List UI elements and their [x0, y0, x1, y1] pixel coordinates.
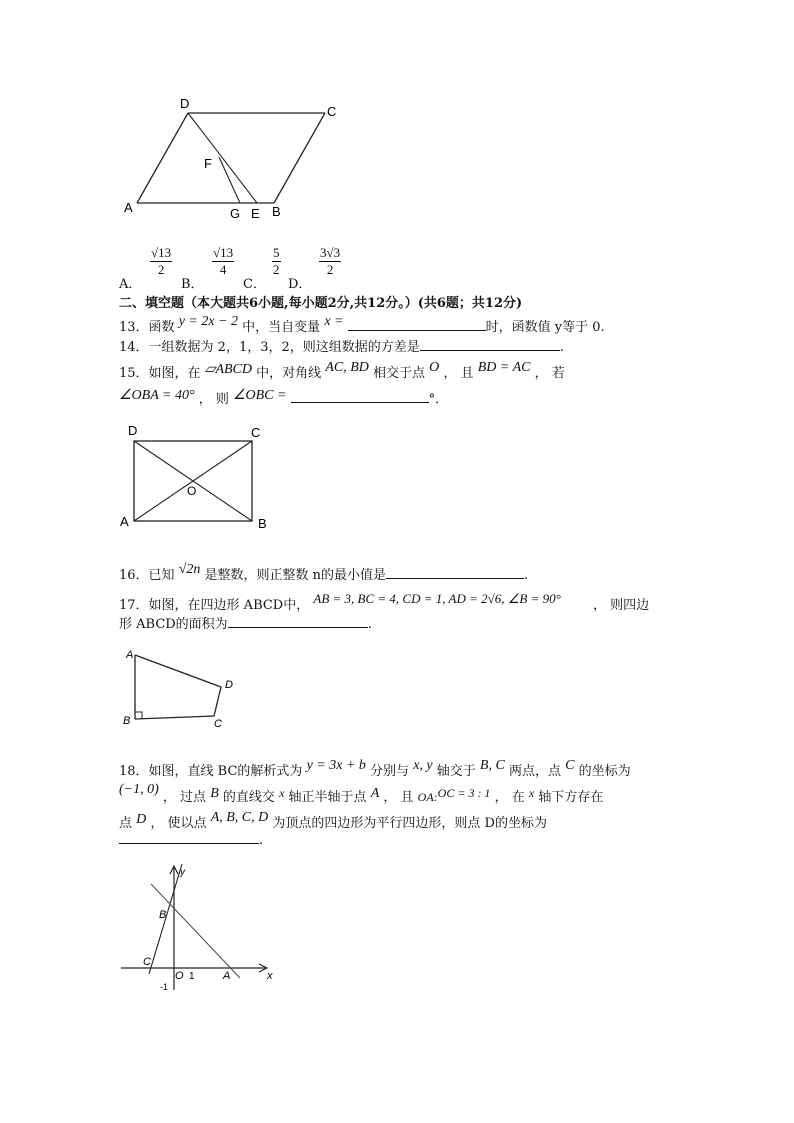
q18-coord: (−1, 0): [119, 782, 159, 797]
edge-cb: [274, 113, 325, 203]
q18-x-axis: x: [279, 786, 285, 800]
choice-b-numerator: √13: [213, 245, 234, 260]
q16-expr: √2n: [178, 562, 201, 577]
question-15-line2: [119, 388, 448, 408]
q16-end: .: [524, 568, 529, 583]
choice-c-denominator: 2: [273, 262, 280, 277]
question-18-line4: [119, 831, 263, 848]
q18-points-abcd: A, B, C, D: [210, 810, 269, 825]
q15-mid2: 相交于点: [373, 366, 426, 381]
q16-answer-blank[interactable]: [386, 566, 524, 579]
q18-answer-blank[interactable]: [119, 831, 259, 844]
q15-prefix: 15．如图，在: [119, 366, 201, 381]
parallelogram-figure: [118, 92, 348, 224]
question-13: [119, 316, 605, 336]
label-d: D: [225, 679, 233, 691]
quadrilateral-figure: [118, 645, 243, 730]
q18-end: .: [259, 833, 264, 848]
q13-suffix: 时，函数值 y等于 0.: [485, 320, 605, 335]
q17-mid: ， 则四边: [592, 598, 650, 613]
label-b: B: [258, 516, 267, 531]
label-a: A: [223, 970, 231, 982]
q18-expr: y = 3x + b: [306, 758, 366, 773]
edge-ad: [137, 113, 188, 203]
q13-answer-blank[interactable]: [348, 318, 486, 331]
question-16: [119, 564, 528, 584]
label-a: A: [124, 200, 133, 215]
label-b: B: [159, 909, 167, 921]
q18-ratio-oc: OC = 3 : 1: [437, 786, 491, 800]
question-15-line1: [119, 362, 565, 382]
question-14: [119, 336, 564, 355]
q15-point-o: O: [429, 360, 440, 375]
q18-mid3: 两点，点: [508, 764, 561, 779]
section-heading: 二、填空题（本大题共6小题,每小题2分,共12分。）(共6题；共12分): [119, 296, 523, 311]
q18-mid4: 的坐标为: [578, 764, 631, 779]
label-x: x: [267, 970, 273, 982]
q15-mid4: ， 若: [534, 366, 565, 381]
q13-expr: y = 2x − 2: [178, 314, 239, 329]
q16-prefix: 16．已知: [119, 568, 175, 583]
label-c: C: [143, 956, 151, 968]
label-g: G: [230, 206, 241, 221]
choice-d-denominator: 2: [326, 262, 334, 277]
q17-end: .: [367, 617, 372, 632]
choice-c-letter: C．: [243, 277, 266, 292]
q16-mid: 是整数，则正整数 n的最小值是: [204, 568, 387, 583]
choice-a-denominator: 2: [157, 262, 165, 277]
q18-x-axis-2: x: [528, 786, 535, 800]
line-ab: [151, 884, 240, 978]
label-c: C: [251, 425, 261, 440]
choice-c-numerator: 5: [273, 245, 280, 260]
choice-d-letter: D．: [288, 277, 312, 292]
q18-axes: x, y: [413, 758, 433, 773]
label-e: E: [251, 206, 260, 221]
q15-parallelogram: ▱ABCD: [204, 362, 253, 377]
edge-cd: [214, 687, 221, 716]
label-o: O: [175, 970, 184, 982]
edge-bc: [135, 716, 214, 719]
q18-mid7: 轴正半轴于点: [288, 790, 367, 805]
segment-fg: [219, 157, 240, 203]
q18-points: B, C: [479, 758, 505, 773]
q18-line3a: 点: [119, 816, 133, 831]
label-f: F: [204, 156, 212, 171]
q17-condition: AB = 3, BC = 4, CD = 1, AD = 2√6, ∠B = 90°: [313, 591, 561, 606]
segment-de: [188, 113, 257, 203]
label-o: O: [187, 484, 197, 498]
q15-mid1: 中，对角线: [256, 366, 322, 381]
q14-end: .: [559, 340, 564, 355]
q18-line3c: 为顶点的四边形为平行四边形，则点 D的坐标为: [272, 816, 547, 831]
rectangle-figure: [118, 420, 273, 532]
question-18-line1: [119, 760, 631, 780]
choice-a-numerator: √13: [151, 245, 172, 260]
q15-mid3: ， 且: [443, 366, 474, 381]
q15-angle-obc: ∠OBC =: [232, 388, 287, 403]
q15-mid5: ， 则: [198, 392, 229, 407]
q13-mid: 中，当自变量: [242, 320, 321, 335]
q18-ratio-colon: :: [433, 790, 438, 804]
q15-diagonals: AC, BD: [325, 360, 369, 375]
question-17-line1: [119, 591, 650, 613]
label-b: B: [272, 204, 281, 219]
edge-ad: [135, 655, 221, 687]
q18-mid5: ， 过点: [162, 790, 207, 805]
q18-point-a: A: [370, 786, 380, 801]
q17-answer-blank[interactable]: [228, 615, 368, 628]
q18-mid6: 的直线交: [222, 790, 275, 805]
choice-d-fraction: [319, 245, 341, 278]
q15-end: °．: [428, 392, 449, 407]
choice-a-letter: A．: [119, 277, 142, 292]
label-y: y: [180, 867, 185, 878]
q18-point-b: B: [210, 786, 219, 801]
q18-mid10: 轴下方存在: [538, 790, 604, 805]
q18-line3b: ， 使以点: [150, 816, 207, 831]
label-c: C: [327, 104, 337, 119]
q18-ratio-oa: OA: [417, 790, 434, 804]
label-b: B: [123, 715, 131, 727]
q18-prefix: 18．如图，直线 BC的解析式为: [119, 764, 303, 779]
q18-mid2: 轴交于: [436, 764, 476, 779]
q15-condition: BD = AC: [477, 360, 531, 375]
label-a: A: [126, 649, 134, 661]
q15-answer-blank[interactable]: [291, 390, 429, 403]
q13-var: x =: [324, 314, 344, 329]
question-17-line2: [119, 613, 372, 632]
q18-point-d: D: [136, 812, 147, 827]
label-d: D: [180, 96, 190, 111]
choice-b-letter: B．: [181, 277, 204, 292]
choice-d-numerator: 3√3: [320, 245, 341, 260]
label-d: D: [128, 423, 138, 438]
q14-text: 14．一组数据为 2，1，3，2，则这组数据的方差是: [119, 340, 420, 355]
coordinate-figure: [118, 862, 280, 994]
label-c: C: [214, 718, 222, 730]
q18-mid9: ， 在: [494, 790, 525, 805]
question-18-line2: [119, 782, 604, 806]
choice-c-fraction: [272, 245, 281, 278]
label-a: A: [120, 514, 129, 529]
label-one: 1: [189, 971, 195, 982]
q18-mid1: 分别与: [370, 764, 410, 779]
question-18-line3: [119, 812, 547, 832]
q17-prefix: 17．如图，在四边形 ABCD中，: [119, 598, 310, 613]
q15-angle-oba: ∠OBA = 40°: [119, 388, 195, 403]
q14-answer-blank[interactable]: [420, 338, 560, 351]
right-angle-mark: [135, 712, 142, 719]
label-minus-one: -1: [160, 982, 169, 992]
choice-b-denominator: 4: [219, 262, 227, 277]
q13-prefix: 13．函数: [119, 320, 175, 335]
q18-mid8: ， 且: [383, 790, 414, 805]
q18-point-c: C: [565, 758, 575, 773]
choice-b-fraction: [212, 245, 234, 278]
choice-a-fraction: [150, 245, 172, 278]
q17-line2: 形 ABCD的面积为: [119, 617, 228, 632]
